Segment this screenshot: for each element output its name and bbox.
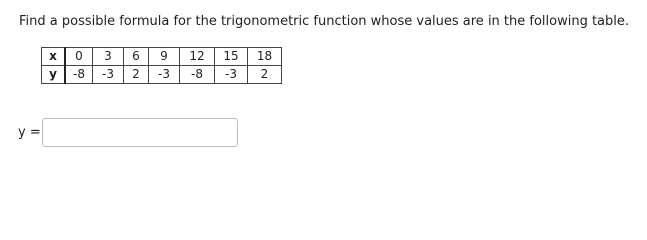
y-row xyxy=(42,66,282,84)
y-value-cell: -3 xyxy=(149,66,180,84)
question-text: Find a possible formula for the trigonometric function whose values are in the following table. xyxy=(19,14,630,29)
x-value-cell: 3 xyxy=(93,48,124,66)
x-value-cell: 9 xyxy=(149,48,180,66)
values-table xyxy=(41,47,282,84)
y-value-cell: 2 xyxy=(248,66,282,84)
y-value-cell: -3 xyxy=(93,66,124,84)
formula-answer-input[interactable] xyxy=(42,118,238,147)
x-value-cell: 15 xyxy=(215,48,248,66)
answer-label: y = xyxy=(18,125,41,140)
x-value-cell: 18 xyxy=(248,48,282,66)
x-row xyxy=(42,48,282,66)
x-row-label: x xyxy=(42,48,66,66)
y-value-cell: 2 xyxy=(124,66,149,84)
y-row-label: y xyxy=(42,66,66,84)
y-value-cell: -3 xyxy=(215,66,248,84)
y-value-cell: -8 xyxy=(180,66,215,84)
x-value-cell: 6 xyxy=(124,48,149,66)
y-value-cell: -8 xyxy=(65,66,93,84)
x-value-cell: 0 xyxy=(65,48,93,66)
x-value-cell: 12 xyxy=(180,48,215,66)
